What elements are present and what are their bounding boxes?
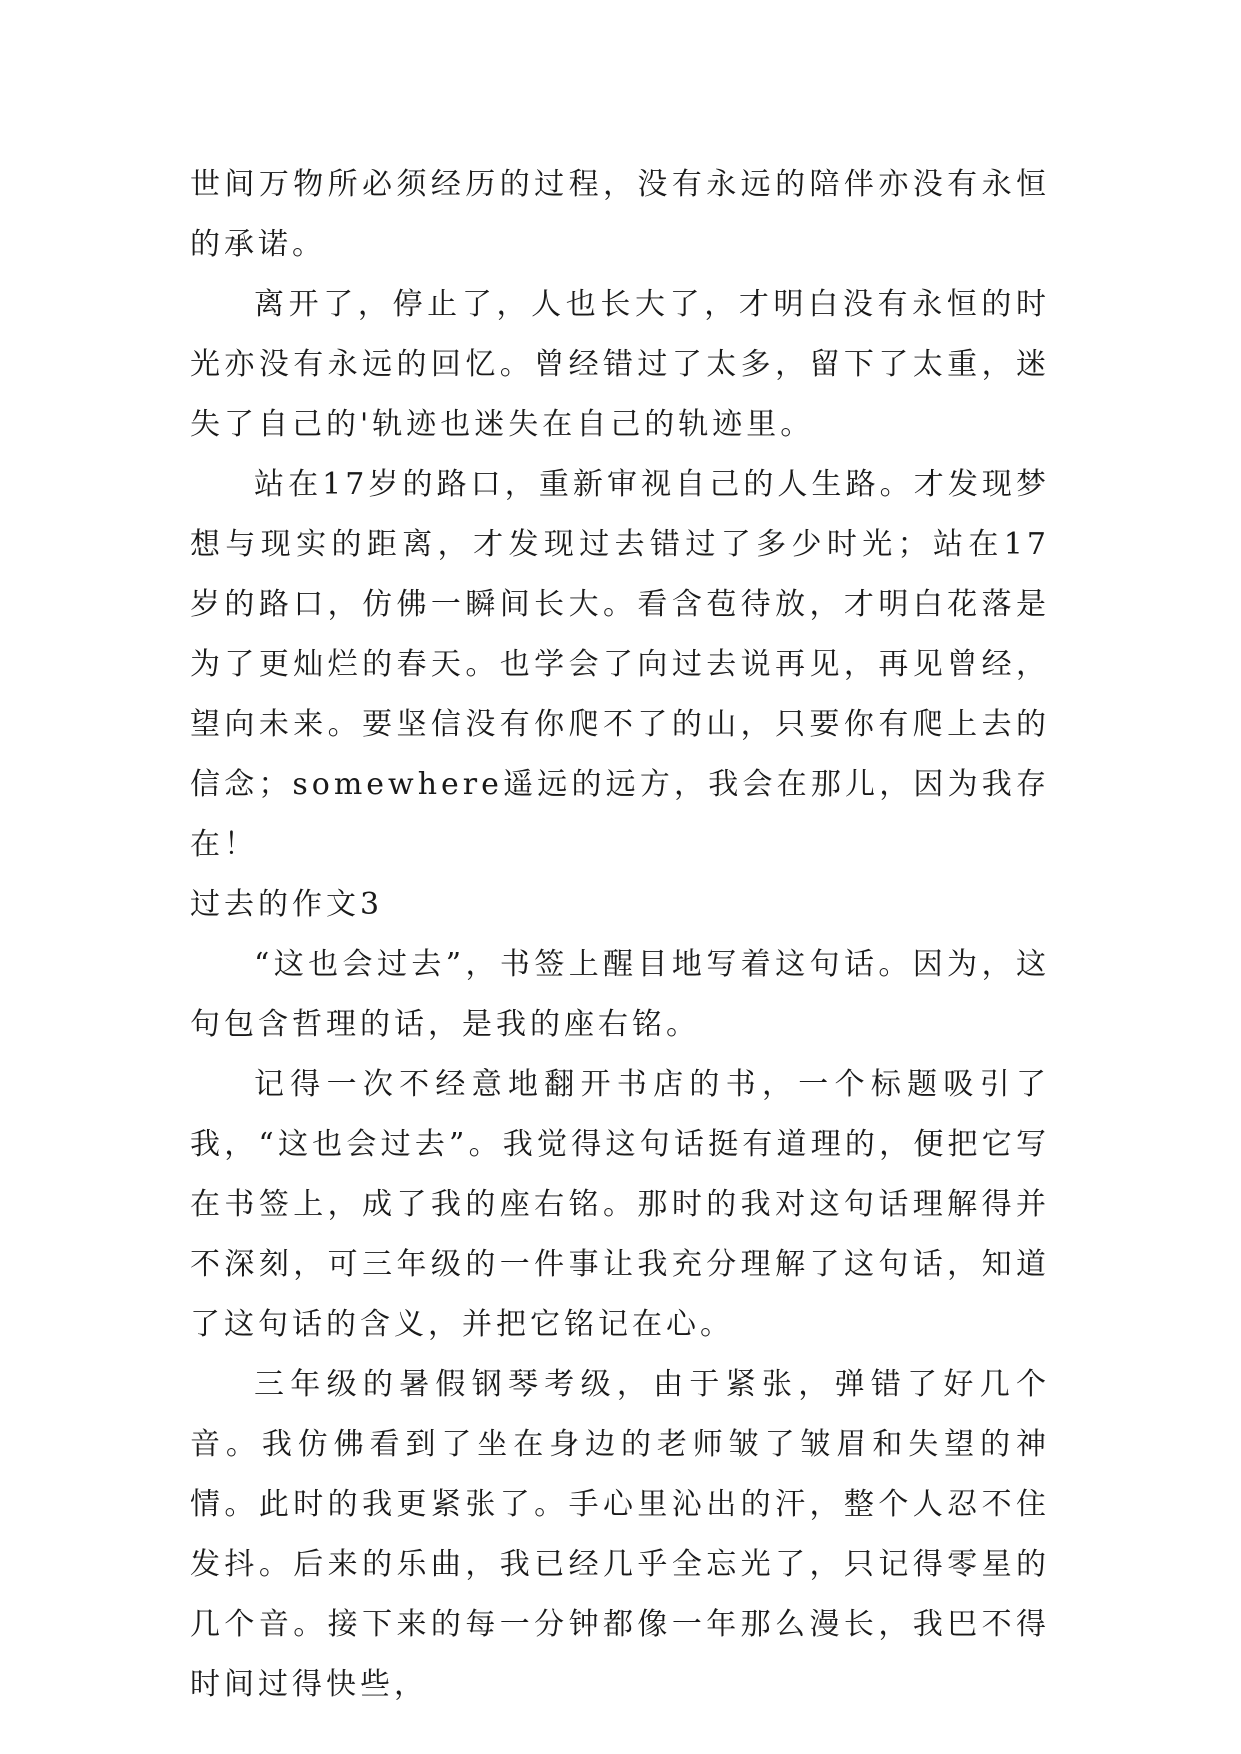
paragraph-2: 离开了，停止了，人也长大了，才明白没有永恒的时光亦没有永远的回忆。曾经错过了太多，留下了太重，迷失了自己的'轨迹也迷失在自己的轨迹里。 (190, 287, 1050, 442)
paragraph-1: 世间万物所必须经历的过程，没有永远的陪伴亦没有永恒的承诺。 (190, 167, 1050, 262)
section-heading: 过去的作文3 (190, 887, 384, 922)
paragraph-3: 站在17岁的路口，重新审视自己的人生路。才发现梦想与现实的距离，才发现过去错过了多少时光；站在17岁的路口，仿佛一瞬间长大。看含苞待放，才明白花落是为了更灿烂的春天。也学会了向过去说再见，再见曾经，望向未来。要坚信没有你爬不了的山，只要你有爬上去的信念；somewhere遥远的远方，我会在那儿，因为我存在！ (190, 467, 1050, 862)
paragraph-4: “这也会过去”，书签上醒目地写着这句话。因为，这句包含哲理的话，是我的座右铭。 (190, 947, 1050, 1042)
paragraph-5: 记得一次不经意地翻开书店的书，一个标题吸引了我，“这也会过去”。我觉得这句话挺有道理的，便把它写在书签上，成了我的座右铭。那时的我对这句话理解得并不深刻，可三年级的一件事让我充分理解了这句话，知道了这句话的含义，并把它铭记在心。 (190, 1067, 1050, 1342)
document-body (190, 155, 1050, 1715)
paragraph-6: 三年级的暑假钢琴考级，由于紧张，弹错了好几个音。我仿佛看到了坐在身边的老师皱了皱眉和失望的神情。此时的我更紧张了。手心里沁出的汗，整个人忍不住发抖。后来的乐曲，我已经几乎全忘光了，只记得零星的几个音。接下来的每一分钟都像一年那么漫长，我巴不得时间过得快些， (190, 1367, 1050, 1702)
